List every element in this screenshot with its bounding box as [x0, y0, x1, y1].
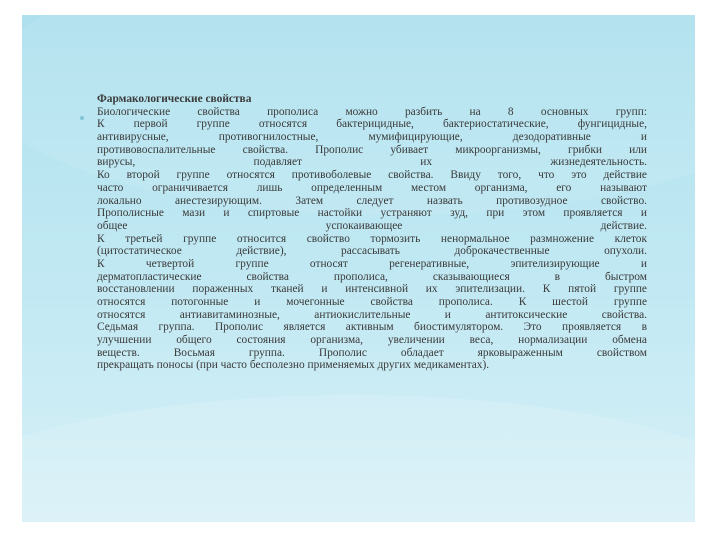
body-text-line: часто ограничивается лишь определенным местом организма, его называют [97, 181, 647, 194]
body-text-line: К четвертой группе относят регенеративные, эпителизирующие и [97, 257, 647, 270]
body-text-line: Ко второй группе относятся противоболевые свойства. Ввиду того, что это действие [97, 169, 647, 182]
background-wave [22, 395, 695, 522]
body-text-line: улучшении общего состояния организма, увеличении веса, нормализации обмена [97, 334, 647, 347]
body-text-line: антивирусные, противогнилостные, мумифицирующие, дезодоративные и [97, 131, 647, 144]
body-text-line: К третьей группе относится свойство тормозить ненормальное размножение клеток [97, 232, 647, 245]
body-text-line: локально анестезирующим. Затем следует назвать противозудное свойство. [97, 194, 647, 207]
body-text-line: Биологические свойства прополиса можно разбить на 8 основных групп: [97, 105, 647, 118]
slide-title: Фармакологические свойства [97, 93, 252, 105]
slide [22, 15, 695, 522]
body-text-line: относятся антиавитаминозные, антиокислительные и антитоксические свойства. [97, 308, 647, 321]
body-text-line: вирусы, подавляет их жизнедеятельность. [97, 156, 647, 169]
body-text-line: (цитостатическое действие), рассасывать доброкачественные опухоли. [97, 245, 647, 258]
body-text-line: дерматопластические свойства прополиса, сказывающиеся в быстром [97, 270, 647, 283]
body-text-line: К первой группе относятся бактерицидные, бактериостатические, фунгицидные, [97, 118, 647, 131]
body-text-line: противовоспалительные свойства. Прополис убивает микроорганизмы, грибки или [97, 143, 647, 156]
slide-text-block [97, 93, 647, 372]
body-text-line: восстановлении пораженных тканей и интенсивной их эпителизации. К пятой группе [97, 283, 647, 296]
body-text-line: относятся потогонные и мочегонные свойства прополиса. К шестой группе [97, 296, 647, 309]
body-text-line: прекращать поносы (при часто бесполезно применяемых других медикаментах). [97, 359, 490, 372]
bullet-icon [80, 116, 84, 120]
body-text-line: веществ. Восьмая группа. Прополис обладает ярковыраженным свойством [97, 346, 647, 359]
body-text-line: общее успокаивающее действие. [97, 219, 647, 232]
body-text-line: Прополисные мази и спиртовые настойки устраняют зуд, при этом проявляется и [97, 207, 647, 220]
body-text-line: Седьмая группа. Прополис является активным биостимулятором. Это проявляется в [97, 321, 647, 334]
